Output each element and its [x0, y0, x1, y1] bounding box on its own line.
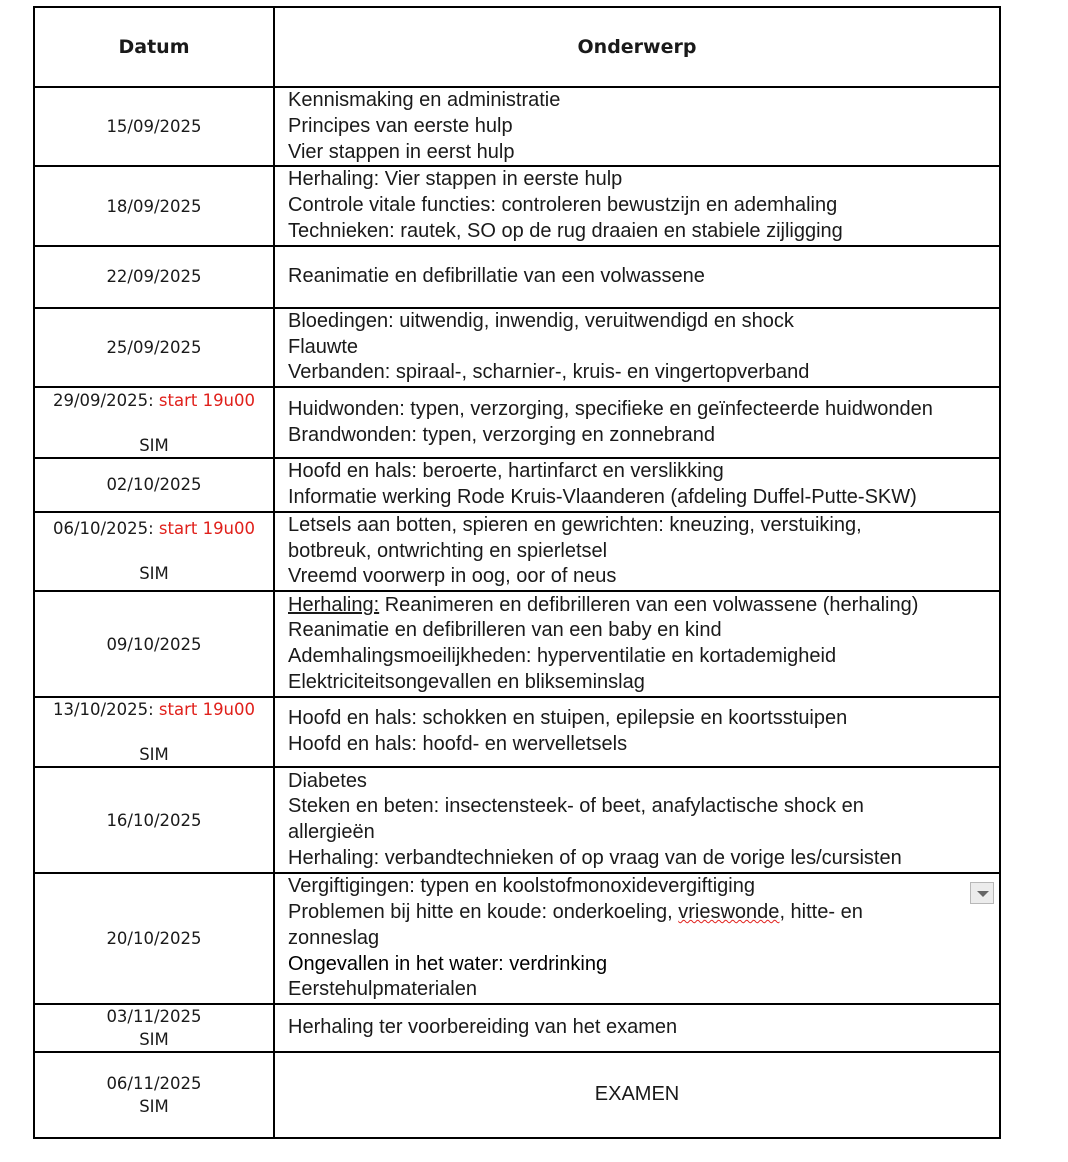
topic-line: Bloedingen: uitwendig, inwendig, veruitwendigd en shock: [288, 309, 794, 332]
date-text: 29/09/2025:: [52, 390, 154, 410]
topic-cell: [274, 458, 1000, 512]
topic-line: Hoofd en hals: schokken en stuipen, epilepsie en koortsstuipen: [288, 707, 848, 730]
date-text: 22/09/2025: [106, 267, 202, 287]
topic-line: Vier stappen in eerst hulp: [288, 140, 515, 163]
table-row: [34, 458, 1000, 512]
table-row: [34, 308, 1000, 387]
sim-label: SIM: [139, 1097, 169, 1117]
chevron-down-icon[interactable]: [970, 882, 994, 904]
topic-line: Reanimeren en defibrilleren van een volwassene (herhaling): [379, 593, 919, 616]
date-cell: [34, 512, 274, 591]
topic-line: Herhaling: verbandtechnieken of op vraag van de vorige les/cursisten: [288, 846, 902, 869]
date-cell: [34, 246, 274, 308]
topic-line: Steken en beten: insectensteek- of beet, anafylactische shock en: [288, 795, 864, 818]
table-row: [34, 697, 1000, 767]
topic-line: Diabetes: [288, 769, 367, 792]
topic-cell: [274, 387, 1000, 458]
exam-cell: [274, 1052, 1000, 1138]
topic-line: Reanimatie en defibrillatie van een volwassene: [288, 264, 705, 287]
date-cell: [34, 87, 274, 166]
date-cell: [34, 1004, 274, 1052]
topic-line: zonneslag: [288, 926, 380, 949]
topic-line: Eerstehulpmaterialen: [288, 978, 477, 1001]
table-row: [34, 246, 1000, 308]
date-cell: [34, 166, 274, 245]
date-cell: [34, 387, 274, 458]
topic-line: Technieken: rautek, SO op de rug draaien en stabiele zijligging: [288, 219, 843, 242]
topic-cell: [274, 873, 1000, 1004]
schedule-table: [33, 6, 1001, 1139]
topic-line: Hoofd en hals: beroerte, hartinfarct en verslikking: [288, 460, 724, 483]
topic-cell: [274, 1004, 1000, 1052]
table-row: [34, 1004, 1000, 1052]
header-topic: Onderwerp: [274, 7, 1000, 87]
date-cell: [34, 873, 274, 1004]
date-text: 06/10/2025:: [52, 519, 154, 539]
header-date: Datum: [34, 7, 274, 87]
topic-line: botbreuk, ontwrichting en spierletsel: [288, 539, 608, 562]
header-row: [34, 7, 1000, 87]
date-cell: [34, 308, 274, 387]
topic-line: Herhaling: Vier stappen in eerste hulp: [288, 168, 623, 191]
topic-cell: [274, 591, 1000, 697]
topic-line: Hoofd en hals: hoofd- en wervelletsels: [288, 733, 628, 756]
date-cell: [34, 697, 274, 767]
topic-line: Vergiftigingen: typen en koolstofmonoxidevergiftiging: [288, 875, 755, 898]
date-text: 15/09/2025: [106, 117, 202, 137]
topic-cell: [274, 166, 1000, 245]
herhaling-label: Herhaling:: [288, 593, 380, 616]
topic-cell: [274, 308, 1000, 387]
table-row: [34, 512, 1000, 591]
topic-line: Vreemd voorwerp in oog, oor of neus: [288, 565, 617, 588]
table-row: [34, 873, 1000, 1004]
sim-label: SIM: [139, 435, 169, 455]
date-cell: [34, 767, 274, 873]
date-text: 16/10/2025: [106, 810, 202, 830]
topic-line: allergieën: [288, 821, 375, 844]
topic-line: Verbanden: spiraal-, scharnier-, kruis- en vingertopverband: [288, 361, 810, 384]
topic-line: Ademhalingsmoeilijkheden: hyperventilatie en kortademigheid: [288, 645, 837, 668]
topic-cell: [274, 87, 1000, 166]
exam-label: EXAMEN: [594, 1083, 680, 1106]
date-cell: [34, 591, 274, 697]
date-text: 18/09/2025: [106, 196, 202, 216]
date-cell: [34, 458, 274, 512]
topic-line: Ongevallen in het water: verdrinking: [288, 952, 608, 975]
table-row: [34, 591, 1000, 697]
topic-cell: [274, 246, 1000, 308]
topic-line: Herhaling ter voorbereiding van het examen: [288, 1016, 678, 1039]
topic-line: Elektriciteitsongevallen en blikseminslag: [288, 670, 645, 693]
start-time-note: start 19u00: [158, 519, 256, 539]
date-text: 06/11/2025: [106, 1074, 202, 1094]
date-text: 09/10/2025: [106, 634, 202, 654]
date-text: 25/09/2025: [106, 337, 202, 357]
topic-line: Reanimatie en defibrilleren van een baby en kind: [288, 619, 722, 642]
topic-line: Controle vitale functies: controleren bewustzijn en ademhaling: [288, 194, 838, 217]
topic-cell: [274, 697, 1000, 767]
table-row: [34, 387, 1000, 458]
topic-line: Kennismaking en administratie: [288, 89, 561, 111]
topic-line: Letsels aan botten, spieren en gewrichten: kneuzing, verstuiking,: [288, 513, 862, 536]
table-row: [34, 1052, 1000, 1138]
topic-line: Problemen bij hitte en koude: onderkoeling,: [288, 900, 679, 923]
topic-line: , hitte- en: [779, 900, 863, 923]
start-time-note: start 19u00: [158, 700, 256, 720]
date-cell: [34, 1052, 274, 1138]
date-text: 02/10/2025: [106, 475, 202, 495]
date-text: 20/10/2025: [106, 929, 202, 949]
sim-label: SIM: [139, 564, 169, 584]
topic-line: Brandwonden: typen, verzorging en zonnebrand: [288, 423, 715, 446]
topic-line: Huidwonden: typen, verzorging, specifieke en geïnfecteerde huidwonden: [288, 397, 933, 420]
topic-line: Flauwte: [288, 335, 359, 358]
date-text: 03/11/2025: [106, 1007, 202, 1027]
topic-cell: [274, 767, 1000, 873]
sim-label: SIM: [139, 1030, 169, 1050]
sim-label: SIM: [139, 745, 169, 765]
spelling-error-word: vrieswonde: [678, 900, 780, 923]
topic-line: Informatie werking Rode Kruis-Vlaanderen (afdeling Duffel-Putte-SKW): [288, 485, 917, 508]
table-row: [34, 767, 1000, 873]
table-row: [34, 87, 1000, 166]
date-text: 13/10/2025:: [52, 700, 154, 720]
topic-line: Principes van eerste hulp: [288, 114, 513, 137]
table-row: [34, 166, 1000, 245]
start-time-note: start 19u00: [158, 390, 256, 410]
topic-cell: [274, 512, 1000, 591]
